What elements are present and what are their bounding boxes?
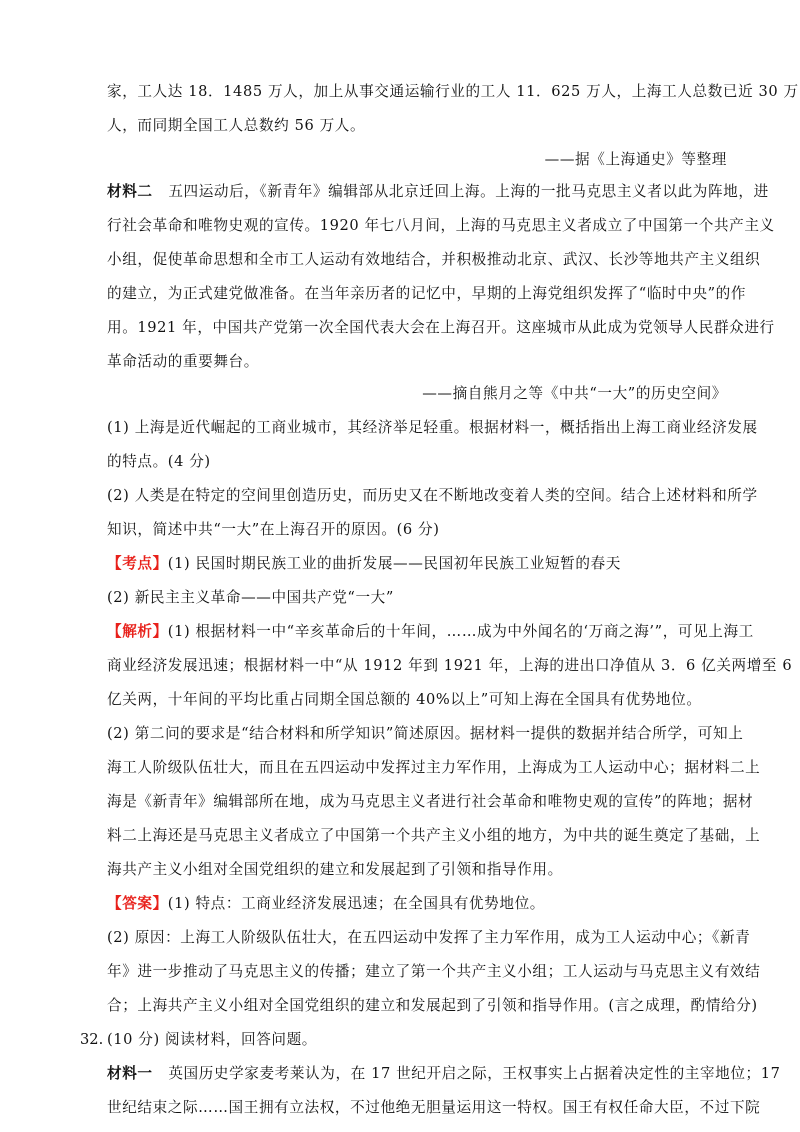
material2-line: 的建立，为正式建党做准备。在当年亲历者的记忆中，早期的上海党组织发挥了“临时中央”的作 <box>107 285 747 302</box>
daan-line <box>107 894 727 914</box>
daan-text: (1) 特点：工商业经济发展迅速；在全国具有优势地位。 <box>167 895 545 912</box>
material1-source: ——据《上海通史》等整理 <box>544 151 727 168</box>
material2-line: 小组，促使革命思想和全市工人运动有效地结合，并积极推动北京、武汉、长沙等地共产主义组织 <box>107 251 761 268</box>
material2-line <box>107 182 769 202</box>
jiexi-line: 海工人阶级队伍壮大，而且在五四运动中发挥过主力军作用，上海成为工人运动中心；据材料二上 <box>107 759 761 776</box>
material2-source: ——摘自熊月之等《中共“一大”的历史空间》 <box>422 385 727 402</box>
question-1: 的特点。(4 分) <box>107 453 211 470</box>
daan-line: 年》进一步推动了马克思主义的传播；建立了第一个共产主义小组；工人运动与马克思主义有效结 <box>107 963 761 980</box>
q32-material-line: 世纪结束之际……国王拥有立法权，不过他绝无胆量运用这一特权。国王有权任命大臣，不过下院 <box>107 1099 761 1116</box>
material2-text: 五四运动后，《新青年》编辑部从北京迁回上海。上海的一批马克思主义者以此为阵地，进 <box>168 183 769 200</box>
kaodian-line <box>107 554 727 574</box>
jiexi-text: (1) 根据材料一中“辛亥革命后的十年间，……成为中外闻名的‘万商之海’”，可见上海工 <box>167 623 754 640</box>
question-32-stem: (10 分) 阅读材料，回答问题。 <box>107 1031 317 1048</box>
q32-material-text: 英国历史学家麦考莱认为，在 17 世纪开启之际，王权事实上占据着决定性的主宰地位；17 <box>168 1065 781 1082</box>
material1-line: 人，而同期全国工人总数约 56 万人。 <box>107 117 366 134</box>
question-32-number: 32. <box>80 1031 104 1048</box>
material2-line: 用。1921 年，中国共产党第一次全国代表大会在上海召开。这座城市从此成为党领导人民群众进行 <box>107 319 775 336</box>
question-1: (1) 上海是近代崛起的工商业城市，其经济举足轻重。根据材料一，概括指出上海工商业经济发展 <box>107 419 758 436</box>
material2-label: 材料二 <box>107 183 153 200</box>
jiexi-line: 海共产主义小组对全国党组织的建立和发展起到了引领和指导作用。 <box>107 861 563 878</box>
jiexi-line: 料二上海还是马克思主义者成立了中国第一个共产主义小组的地方，为中共的诞生奠定了基础，上 <box>107 827 761 844</box>
question-2: (2) 人类是在特定的空间里创造历史，而历史又在不断地改变着人类的空间。结合上述材料和所学 <box>107 487 758 504</box>
jiexi-line <box>107 622 754 642</box>
daan-line: 合；上海共产主义小组对全国党组织的建立和发展起到了引领和指导作用。(言之成理，酌情给分) <box>107 997 758 1014</box>
jiexi-line: 商业经济发展迅速；根据材料一中“从 1912 年到 1921 年，上海的进出口净值从 3．6 亿关两增至 6 <box>107 657 793 674</box>
material2-line: 行社会革命和唯物史观的宣传。1920 年七八月间，上海的马克思主义者成立了中国第一个共产主义 <box>107 217 775 234</box>
jiexi-line: 海是《新青年》编辑部所在地，成为马克思主义者进行社会革命和唯物史观的宣传”的阵地；据材 <box>107 793 754 810</box>
q32-material-line <box>107 1064 781 1084</box>
jiexi-tag: 【解析】 <box>107 623 168 640</box>
q32-material-label: 材料一 <box>107 1065 153 1082</box>
kaodian-line: (2) 新民主主义革命——中国共产党“一大” <box>107 589 394 606</box>
jiexi-line: 亿关两，十年间的平均比重占同期全国总额的 40%以上”可知上海在全国具有优势地位。 <box>107 691 702 708</box>
material2-line: 革命活动的重要舞台。 <box>107 353 259 370</box>
daan-tag: 【答案】 <box>107 895 168 912</box>
material1-line: 家，工人达 18．1485 万人，加上从事交通运输行业的工人 11．625 万人，上海工人总数已近 30 万 <box>107 83 799 100</box>
kaodian-tag: 【考点】 <box>107 555 168 572</box>
kaodian-text: (1) 民国时期民族工业的曲折发展——民国初年民族工业短暂的春天 <box>167 555 621 572</box>
daan-line: (2) 原因：上海工人阶级队伍壮大，在五四运动中发挥了主力军作用，成为工人运动中心；《新青 <box>107 929 751 946</box>
question-2: 知识，简述中共“一大”在上海召开的原因。(6 分) <box>107 521 440 538</box>
jiexi-line: (2) 第二问的要求是“结合材料和所学知识”简述原因。据材料一提供的数据并结合所学，可知上 <box>107 725 744 742</box>
